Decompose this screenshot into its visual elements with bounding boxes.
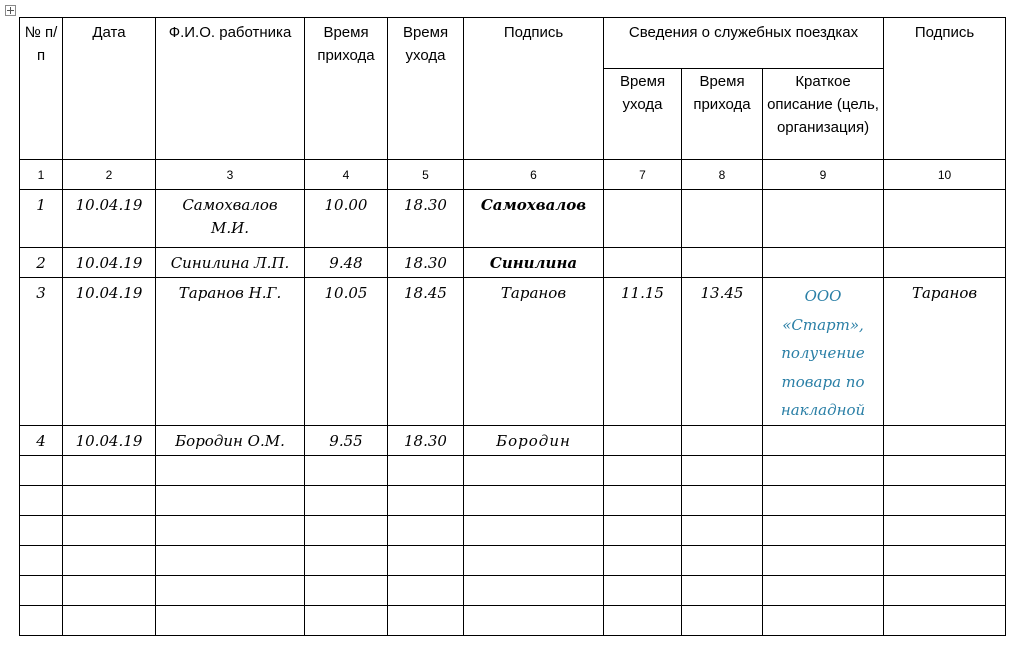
header-trip-description: Краткое описание (цель, организация) [763,69,884,160]
header-trip-departure: Время ухода [604,69,682,160]
row-signature: Таранов [464,278,604,426]
row-number: 4 [20,425,63,455]
row-departure-time: 18.30 [388,248,464,278]
table-row [20,425,1006,455]
empty-cell [604,605,682,635]
empty-cell [682,575,763,605]
empty-cell [388,485,464,515]
row-date: 10.04.19 [63,425,156,455]
empty-cell [305,575,388,605]
column-number: 9 [763,160,884,190]
row-date: 10.04.19 [63,248,156,278]
column-number: 1 [20,160,63,190]
empty-cell [63,545,156,575]
row-departure-time: 18.45 [388,278,464,426]
header-arrival-time: Время прихода [305,18,388,160]
column-number: 3 [156,160,305,190]
column-number: 6 [464,160,604,190]
empty-cell [156,545,305,575]
empty-cell [464,485,604,515]
empty-table-row [20,545,1006,575]
row-trip-description [763,425,884,455]
row-number: 1 [20,190,63,248]
empty-table-row [20,455,1006,485]
empty-cell [763,485,884,515]
row-signature: Самохвалов [464,190,604,248]
header-departure-time: Время ухода [388,18,464,160]
empty-cell [682,545,763,575]
table-row [20,248,1006,278]
empty-cell [464,455,604,485]
empty-cell [763,545,884,575]
empty-cell [305,515,388,545]
empty-cell [464,515,604,545]
empty-cell [604,515,682,545]
empty-cell [156,485,305,515]
row-trip-description [763,248,884,278]
row-trip-signature [884,248,1006,278]
column-number-row [20,160,1006,190]
empty-cell [604,485,682,515]
empty-cell [305,545,388,575]
empty-cell [388,515,464,545]
row-employee-name: Бородин О.М. [156,425,305,455]
empty-cell [464,605,604,635]
trip-description-line: накладной [780,401,866,419]
empty-cell [884,455,1006,485]
empty-cell [20,575,63,605]
empty-cell [388,455,464,485]
column-number: 10 [884,160,1006,190]
empty-cell [156,605,305,635]
row-trip-departure [604,190,682,248]
empty-cell [763,455,884,485]
empty-cell [884,575,1006,605]
header-signature: Подпись [464,18,604,160]
trip-description-line: «Старт», [782,315,864,334]
row-trip-departure: 11.15 [604,278,682,426]
empty-cell [305,485,388,515]
empty-cell [156,515,305,545]
row-trip-arrival [682,248,763,278]
row-trip-signature: Таранов [884,278,1006,426]
row-trip-signature [884,425,1006,455]
column-number: 4 [305,160,388,190]
row-date: 10.04.19 [63,278,156,426]
table-move-handle-icon[interactable] [5,5,16,16]
row-departure-time: 18.30 [388,190,464,248]
row-trip-signature [884,190,1006,248]
empty-table-row [20,515,1006,545]
empty-cell [763,575,884,605]
attendance-journal-table [19,17,1006,636]
table-row [20,190,1006,248]
empty-cell [884,485,1006,515]
row-trip-arrival [682,190,763,248]
empty-cell [20,485,63,515]
empty-cell [682,515,763,545]
trip-description-line: получение [781,344,865,362]
row-trip-arrival: 13.45 [682,278,763,426]
row-arrival-time: 9.48 [305,248,388,278]
empty-cell [156,455,305,485]
header-row-top [20,18,1006,69]
empty-cell [884,545,1006,575]
row-employee-name [156,190,305,248]
empty-cell [464,575,604,605]
row-trip-description [763,278,884,426]
header-business-trips: Сведения о служебных поездках [604,18,884,69]
row-number: 2 [20,248,63,278]
empty-cell [20,455,63,485]
empty-cell [464,545,604,575]
row-trip-arrival [682,425,763,455]
empty-cell [682,605,763,635]
header-employee-name: Ф.И.О. работника [156,18,305,160]
row-trip-departure [604,425,682,455]
header-trip-signature: Подпись [884,18,1006,160]
empty-cell [156,575,305,605]
trip-description-line: товара по [781,372,865,391]
row-trip-departure [604,248,682,278]
empty-cell [763,515,884,545]
employee-name-line: Самохвалов [182,196,278,214]
empty-cell [63,575,156,605]
empty-cell [682,455,763,485]
empty-cell [305,455,388,485]
row-signature: Бородин [464,425,604,455]
empty-cell [20,545,63,575]
column-number: 5 [388,160,464,190]
table-row [20,278,1006,426]
header-number: № п/п [20,18,63,160]
trip-description-line: ООО [804,287,842,305]
empty-table-row [20,485,1006,515]
employee-name-line: М.И. [211,219,249,237]
empty-cell [604,575,682,605]
row-number: 3 [20,278,63,426]
row-date: 10.04.19 [63,190,156,248]
empty-cell [63,515,156,545]
empty-cell [884,605,1006,635]
empty-cell [884,515,1006,545]
empty-cell [63,485,156,515]
row-arrival-time: 9.55 [305,425,388,455]
row-arrival-time: 10.00 [305,190,388,248]
empty-cell [682,485,763,515]
row-arrival-time: 10.05 [305,278,388,426]
empty-cell [388,575,464,605]
row-employee-name: Синилина Л.П. [156,248,305,278]
empty-table-row [20,575,1006,605]
empty-cell [604,455,682,485]
column-number: 8 [682,160,763,190]
empty-cell [63,605,156,635]
empty-cell [763,605,884,635]
row-employee-name: Таранов Н.Г. [156,278,305,426]
empty-cell [388,605,464,635]
header-date: Дата [63,18,156,160]
empty-cell [63,455,156,485]
empty-cell [604,545,682,575]
header-trip-arrival: Время прихода [682,69,763,160]
row-trip-description [763,190,884,248]
row-signature: Синилина [464,248,604,278]
empty-cell [20,515,63,545]
column-number: 2 [63,160,156,190]
row-departure-time: 18.30 [388,425,464,455]
column-number: 7 [604,160,682,190]
empty-table-row [20,605,1006,635]
empty-cell [20,605,63,635]
empty-cell [305,605,388,635]
empty-cell [388,545,464,575]
